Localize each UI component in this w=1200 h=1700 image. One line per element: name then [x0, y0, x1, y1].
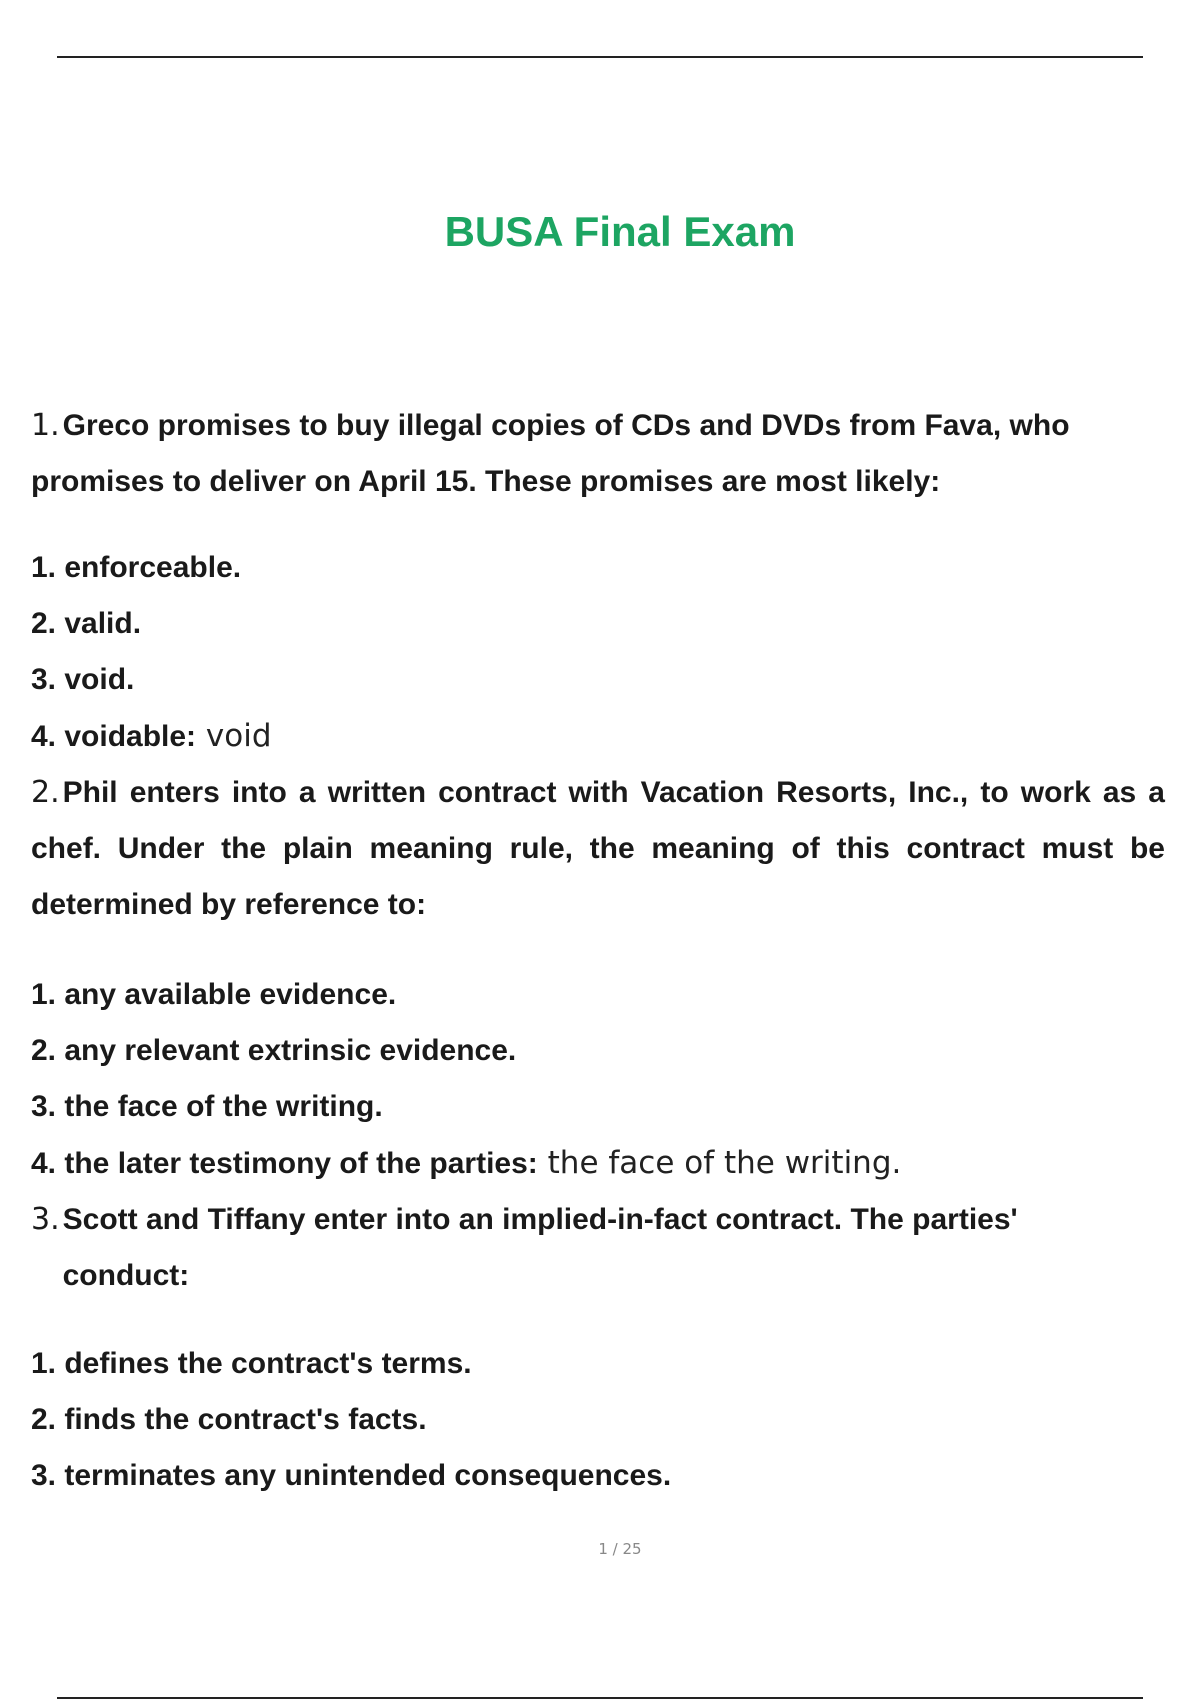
- option-4: 4. voidable: void: [31, 718, 272, 754]
- question-text: Greco promises to buy illegal copies of CDs and DVDs from Fava, who promises to deliver on April 15. These promises are most likely:: [31, 409, 1070, 498]
- question-3-options: [31, 1336, 1165, 1504]
- option-3: 3. the face of the writing.: [31, 1090, 383, 1123]
- question-number: 1.: [31, 408, 60, 443]
- top-rule: [57, 56, 1143, 58]
- question-text: Scott and Tiffany enter into an implied-in-fact contract. The parties' conduct:: [62, 1203, 1018, 1292]
- question-2-options: [31, 967, 1165, 1192]
- question-text: Phil enters into a written contract with Vacation Resorts, Inc., to work as a chef. Under the plain meaning rule, the meaning of this contract must be determined by reference to:: [31, 776, 1165, 921]
- bottom-rule: [57, 1697, 1143, 1699]
- page-number: 1 / 25: [598, 1540, 642, 1558]
- question-2: [31, 765, 1165, 933]
- option-3: 3. terminates any unintended consequences.: [31, 1459, 672, 1492]
- option-2: 2. any relevant extrinsic evidence.: [31, 1034, 517, 1067]
- question-number: 3.: [31, 1202, 60, 1237]
- answer-text: the face of the writing.: [537, 1145, 902, 1181]
- option-2: 2. valid.: [31, 607, 142, 640]
- option-1: 1. enforceable.: [31, 551, 242, 584]
- answer-text: void: [196, 718, 272, 754]
- option-4: 4. the later testimony of the parties: the face of the writing.: [31, 1145, 902, 1181]
- option-1: 1. defines the contract's terms.: [31, 1347, 472, 1380]
- question-3: [31, 1192, 1165, 1304]
- question-number: 2.: [31, 775, 60, 810]
- document-title: BUSA Final Exam: [444, 208, 796, 255]
- exam-content: [31, 398, 1165, 1504]
- option-3: 3. void.: [31, 663, 135, 696]
- option-1: 1. any available evidence.: [31, 978, 397, 1011]
- question-1: [31, 398, 1165, 510]
- option-2: 2. finds the contract's facts.: [31, 1403, 427, 1436]
- question-1-options: [31, 540, 1165, 765]
